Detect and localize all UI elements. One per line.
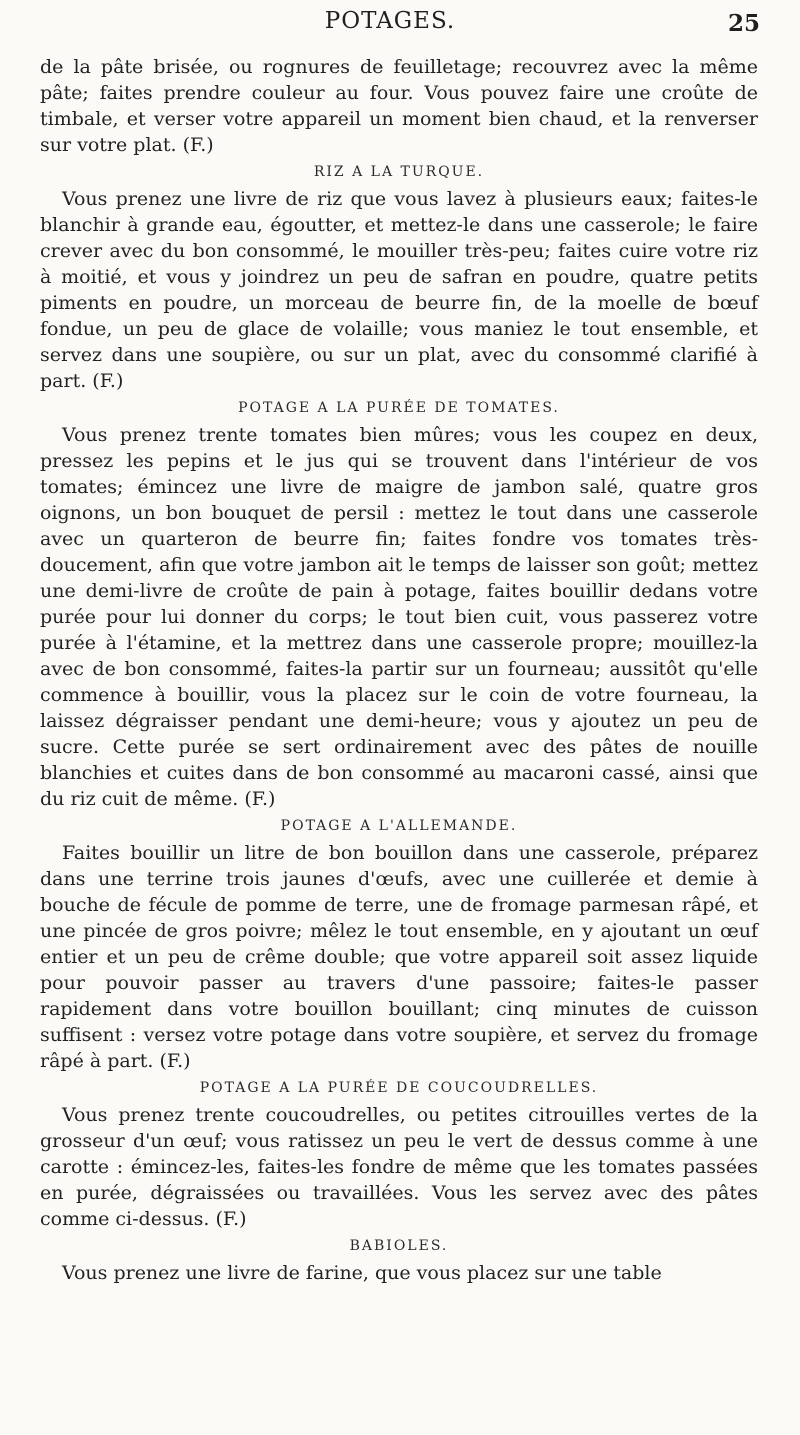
section-title-riz-a-la-turque: RIZ A LA TURQUE. [313, 164, 485, 180]
section-text-babioles: Vous prenez une livre de farine, que vous placez sur une table [62, 1262, 662, 1284]
section-text-potage-allemande: Faites bouillir un litre de bon bouillon dans une casserole, préparez dans une terrine trois jaunes d'œufs, avec une cuillerée et demie à bouche de fécule de pomme de terre, une de fromage parmesan râpé, et une pincée de gros poivre; mêlez le tout ensemble, en y ajoutant un œuf entier et un peu de crême double; que votre appareil soit assez liquide pour pouvoir passer au travers d'une passoire; faites-le passer rapidement dans votre bouillon bouillant; cinq minutes de cuisson suffisent : versez votre potage dans votre soupière, et servez du fromage râpé à part. (F.) [40, 842, 758, 1072]
running-head [20, 8, 760, 42]
section-text-puree-de-tomates: Vous prenez trente tomates bien mûres; vous les coupez en deux, pressez les pepins et le jus qui se trouvent dans l'intérieur de vos tomates; émincez une livre de maigre de jambon salé, quatre gros oignons, un bon bouquet de persil : mettez le tout dans une casserole avec un quarteron de beurre fin; faites fondre vos tomates très-doucement, afin que votre jambon ait le temps de laisser son goût; mettez une demi-livre de croûte de pain à potage, faites bouillir dedans votre purée pour lui donner du corps; le tout bien cuit, vous passerez votre purée à l'étamine, et la mettrez dans une casserole propre; mouillez-la avec de bon consommé, faites-la partir sur un fourneau; aussitôt qu'elle commence à bouillir, vous la placez sur le coin de votre fourneau, la laissez dégraisser pendant une demi-heure; vous y ajoutez un peu de sucre. Cette purée se sert ordinairement avec des pâtes de nouille blanchies et cuites dans de bon consommé au macaroni cassé, ainsi que du riz cuit de même. (F.) [40, 424, 758, 810]
section-title-potage-allemande: POTAGE A L'ALLEMANDE. [280, 818, 518, 834]
text-block [40, 54, 758, 1286]
section-title-puree-de-tomates: POTAGE A LA PURÉE DE TOMATES. [238, 400, 560, 416]
section-title-puree-de-coucoudrelles: POTAGE A LA PURÉE DE COUCOUDRELLES. [199, 1080, 599, 1096]
section-text-puree-de-coucoudrelles: Vous prenez trente coucoudrelles, ou petites citrouilles vertes de la grosseur d'un œuf; vous ratissez un peu le vert de dessus comme à une carotte : émincez-les, faites-les fondre de même que les tomates passées en purée, dégraissées ou travaillées. Vous les servez avec des pâtes comme ci-dessus. (F.) [40, 1104, 758, 1230]
section-title-babioles: BABIOLES. [349, 1238, 449, 1254]
page-number: 25 [727, 10, 760, 37]
running-title: POTAGES. [324, 8, 456, 34]
section-text-riz-a-la-turque: Vous prenez une livre de riz que vous lavez à plusieurs eaux; faites-le blanchir à grande eau, égoutter, et mettez-le dans une casserole; le faire crever avec du bon consommé, le mouiller très-peu; faites cuire votre riz à moitié, et vous y joindrez un peu de safran en poudre, quatre petits piments en poudre, un morceau de beurre fin, de la moelle de bœuf fondue, un peu de glace de volaille; vous maniez le tout ensemble, et servez dans une soupière, ou sur un plat, avec du consommé clarifié à part. (F.) [40, 188, 758, 392]
intro-paragraph: de la pâte brisée, ou rognures de feuilletage; recouvrez avec la même pâte; faites prendre couleur au four. Vous pouvez faire une croûte de timbale, et verser votre appareil un moment bien chaud, et la renverser sur votre plat. (F.) [40, 56, 758, 156]
